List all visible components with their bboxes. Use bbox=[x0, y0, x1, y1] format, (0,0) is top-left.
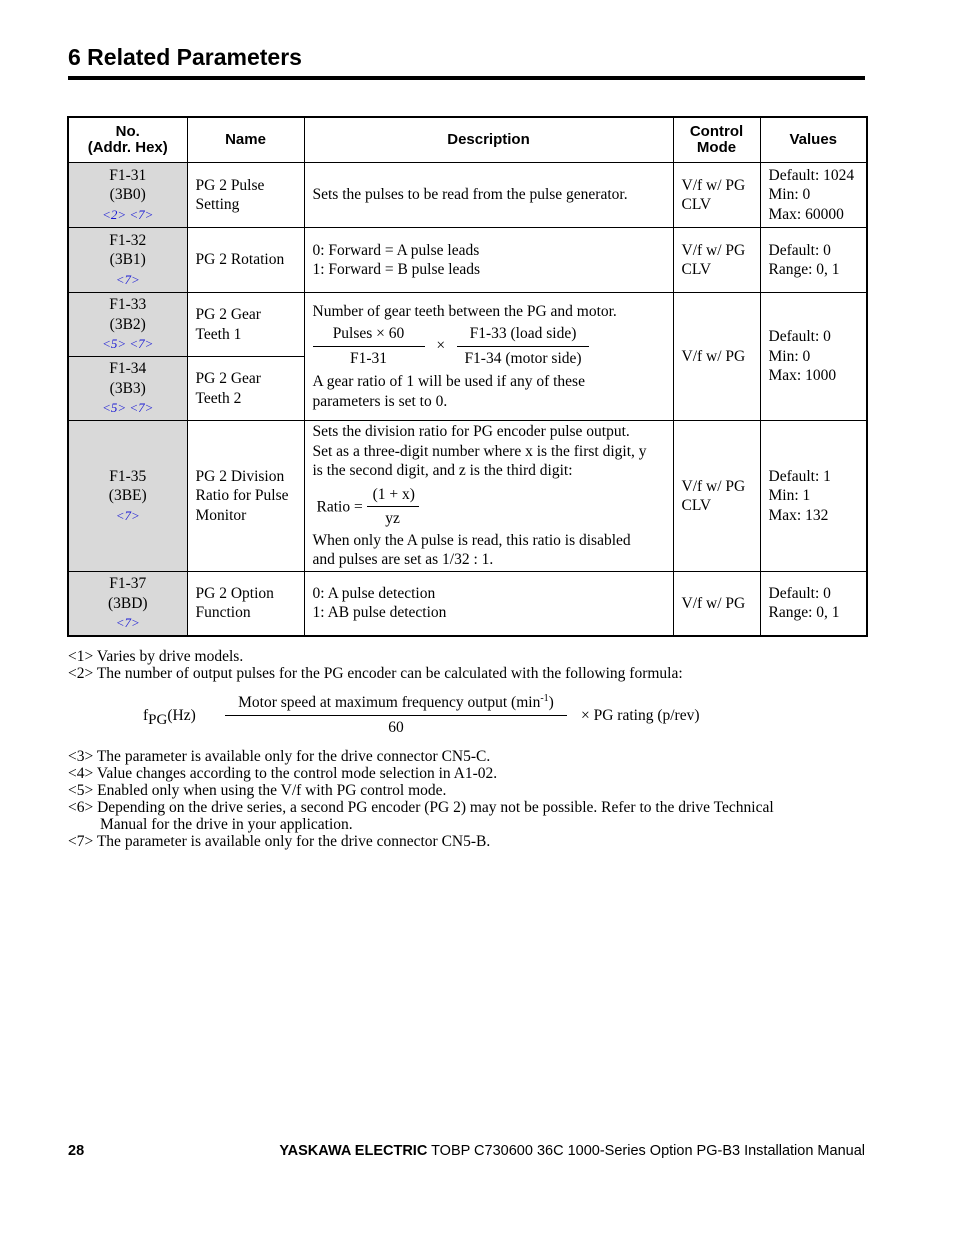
param-name-cell: PG 2 Gear Teeth 2 bbox=[187, 357, 304, 421]
footnote: <7> The parameter is available only for the drive connector CN5-B. bbox=[68, 833, 491, 850]
footnote-links[interactable]: <7> bbox=[115, 507, 140, 523]
param-number-cell: F1-37 (3BD) <7> bbox=[68, 572, 187, 636]
param-name-cell: PG 2 Option Function bbox=[187, 572, 304, 636]
header-no: No. (Addr. Hex) bbox=[68, 117, 187, 163]
ratio-formula: Ratio = $\frac{(1 + x)}{yz}$ bbox=[317, 485, 665, 529]
page-number: 28 bbox=[68, 1143, 85, 1159]
header-values: Values bbox=[760, 117, 867, 163]
table-row bbox=[68, 293, 867, 357]
footer-document-title: YASKAWA ELECTRIC TOBP C730600 36C 1000-Series Option PG-B3 Installation Manual bbox=[279, 1143, 865, 1159]
control-mode-cell: V/f w/ PG bbox=[673, 293, 760, 421]
values-cell: Default: 0 Min: 0 Max: 1000 bbox=[760, 293, 867, 421]
param-name-cell: PG 2 Gear Teeth 1 bbox=[187, 293, 304, 357]
param-name-cell: PG 2 Pulse Setting bbox=[187, 163, 304, 228]
footnote: <6> Depending on the drive series, a second PG encoder (PG 2) may not be possible. Refer to the drive Technical bbox=[68, 799, 774, 816]
param-number-cell: F1-34 (3B3) <5> <7> bbox=[68, 357, 187, 421]
footnote-continuation: Manual for the drive in your application. bbox=[100, 816, 353, 833]
param-description-cell: Number of gear teeth between the PG and motor. $\frac{\text{Pulses × 60}}{F1-31}$ × $\frac{\text{F1-33 (load side)}}{\text{F1-34 (motor side)}}$ A gear ratio of 1 will be used if any of these parameters is set to 0. bbox=[304, 293, 673, 421]
footnote: <3> The parameter is available only for the drive connector CN5-C. bbox=[68, 748, 491, 765]
pulse-output-formula: $f_{PG}(Hz)$ Motor speed at maximum frequency output $(\min^{-1})$ 60 × PG rating (p/rev) bbox=[143, 693, 700, 737]
param-name-cell: PG 2 Rotation bbox=[187, 228, 304, 293]
footnote: <4> Value changes according to the control mode selection in A1-02. bbox=[68, 765, 498, 782]
param-description-cell: Sets the division ratio for PG encoder pulse output. Set as a three-digit number where x is the first digit, y is the second digit, and z is the third digit: Ratio = $\frac{(1 + x)}{yz}$ When only the A pulse is read, this ratio is disabled and pulses are set as 1/32 : 1. bbox=[304, 421, 673, 572]
table-row bbox=[68, 572, 867, 636]
values-cell: Default: 1024 Min: 0 Max: 60000 bbox=[760, 163, 867, 228]
table-row bbox=[68, 421, 867, 572]
footnote: <5> Enabled only when using the V/f with PG control mode. bbox=[68, 782, 447, 799]
param-number-cell: F1-33 (3B2) <5> <7> bbox=[68, 293, 187, 357]
param-number-cell: F1-32 (3B1) <7> bbox=[68, 228, 187, 293]
footnotes bbox=[68, 648, 858, 850]
control-mode-cell: V/f w/ PG CLV bbox=[673, 228, 760, 293]
fraction: $\frac{\text{Pulses × 60}}{F1-31}$ bbox=[313, 324, 425, 368]
footnote: <1> Varies by drive models. bbox=[68, 648, 244, 665]
page-title: 6 Related Parameters bbox=[68, 44, 302, 70]
values-cell: Default: 0 Range: 0, 1 bbox=[760, 572, 867, 636]
footnote-links[interactable]: <7> bbox=[115, 271, 140, 287]
header-control-mode: Control Mode bbox=[673, 117, 760, 163]
param-description-cell: 0: Forward = A pulse leads 1: Forward = B pulse leads bbox=[304, 228, 673, 293]
header-description: Description bbox=[304, 117, 673, 163]
control-mode-cell: V/f w/ PG CLV bbox=[673, 163, 760, 228]
control-mode-cell: V/f w/ PG bbox=[673, 572, 760, 636]
param-description-cell: Sets the pulses to be read from the pulse generator. bbox=[304, 163, 673, 228]
header-name: Name bbox=[187, 117, 304, 163]
footnote: <2> The number of output pulses for the PG encoder can be calculated with the following formula: bbox=[68, 665, 683, 682]
param-number-cell: F1-35 (3BE) <7> bbox=[68, 421, 187, 572]
footnote-links[interactable]: <2> <7> bbox=[102, 206, 154, 222]
table-row bbox=[68, 228, 867, 293]
footnote-links[interactable]: <5> <7> bbox=[102, 336, 154, 352]
param-description-cell: 0: A pulse detection 1: AB pulse detection bbox=[304, 572, 673, 636]
title-rule bbox=[68, 76, 865, 80]
param-number-cell: F1-31 (3B0) <2> <7> bbox=[68, 163, 187, 228]
gear-ratio-formula: $\frac{\text{Pulses × 60}}{F1-31}$ × $\frac{\text{F1-33 (load side)}}{\text{F1-34 (motor side)}}$ bbox=[313, 324, 665, 368]
footnote-links[interactable]: <7> bbox=[115, 615, 140, 630]
values-cell: Default: 0 Range: 0, 1 bbox=[760, 228, 867, 293]
fraction: $\frac{\text{F1-33 (load side)}}{\text{F1-34 (motor side)}}$ bbox=[457, 324, 589, 368]
param-name-cell: PG 2 Division Ratio for Pulse Monitor bbox=[187, 421, 304, 572]
table-header-row bbox=[68, 117, 867, 163]
control-mode-cell: V/f w/ PG CLV bbox=[673, 421, 760, 572]
parameter-table bbox=[67, 116, 868, 637]
table-row bbox=[68, 163, 867, 228]
footnote-links[interactable]: <5> <7> bbox=[102, 400, 154, 416]
values-cell: Default: 1 Min: 1 Max: 132 bbox=[760, 421, 867, 572]
fraction: $\frac{(1 + x)}{yz}$ bbox=[367, 485, 419, 529]
